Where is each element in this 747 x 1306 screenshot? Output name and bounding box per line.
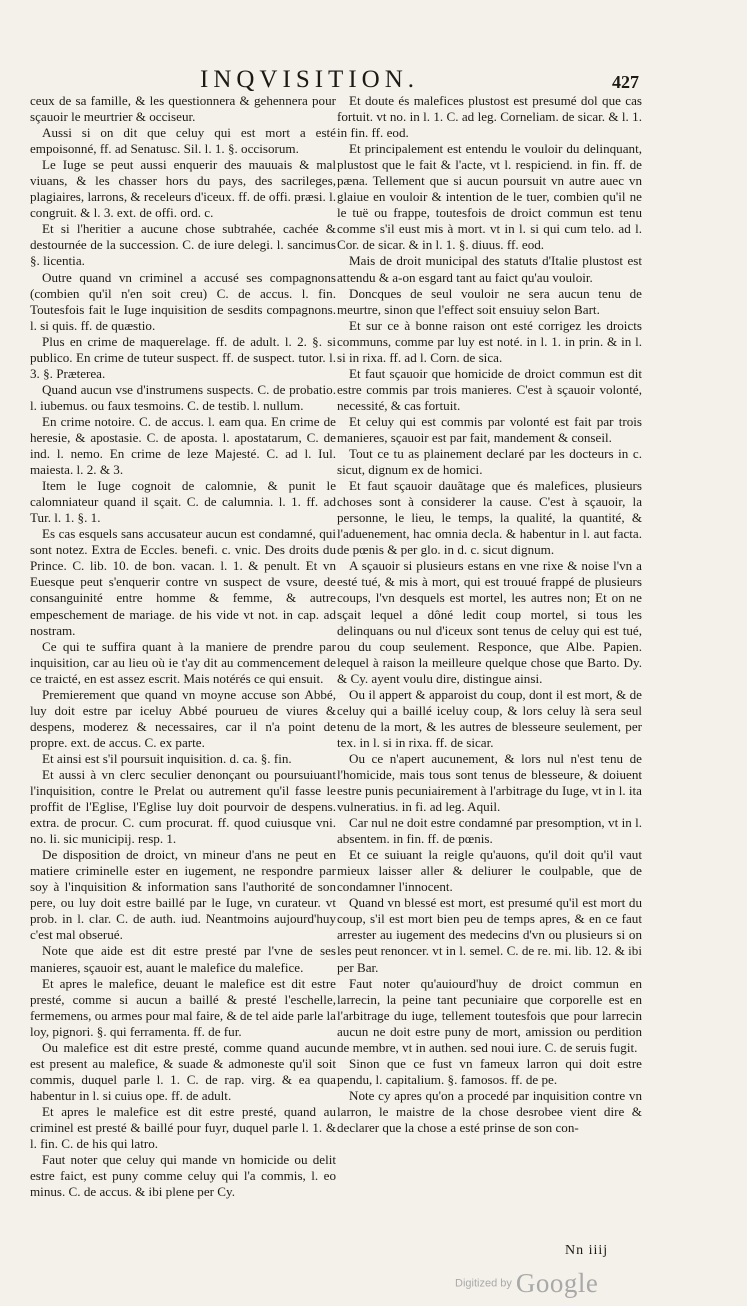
paragraph: Aussi si on dit que celuy qui est mort a esté empoisonné, ff. ad Senatusc. Sil. l. 1. §. occisorum.: [30, 125, 336, 157]
right-column: [337, 93, 642, 1233]
running-title: INQVISITION.: [200, 66, 419, 93]
digitized-watermark: [455, 1268, 598, 1298]
page-header: [0, 66, 747, 96]
paragraph: Es cas esquels sans accusateur aucun est condamné, qui sont notez. Extra de Eccles. benefi. c. vnic. Des droits du Prince. C. lib. 10. de bon. vacan. l. 1. & penult. Et vn Euesque peut s'enquerir contre vn suspect de vsure, de consanguinité entre homme & femme, & autre empeschement de mariage. de his vide vt not. in cap. ad nostram.: [30, 526, 336, 638]
paragraph: Et aussi à vn clerc seculier denonçant ou poursuiuant l'inquisition, contre le Prelat ou autrement qu'il fasse le proffit de l'Eglise, l'Eglise luy doit pourvoir de despens. extra. de procur. C. cum procurat. ff. quod cuiusque vni. no. li. sic municipij. resp. 1.: [30, 766, 336, 847]
digitized-by-label: Digitized by: [455, 1277, 512, 1290]
paragraph: De disposition de droict, vn mineur d'ans ne peut en matiere criminelle ester en iugement, ne respondre par soy à l'inquisition & information sans l'authorité de son pere, ou luy doit estre baillé par le Iuge, vn curateur. vt prob. in l. clar. C. de auth. iud. Neantmoins aujourd'huy c'est mal obserué.: [30, 847, 336, 943]
paragraph: Et ainsi est s'il poursuit inquisition. d. ca. §. fin.: [42, 750, 292, 766]
paragraph: Ce qui te suffira quant à la maniere de prendre par inquisition, car au lieu où ie t'ay dit au commencement de ce traicté, en est assez escrit. Mais notérés ce qui ensuit.: [30, 638, 336, 686]
google-logo: Google: [515, 1268, 599, 1298]
signature-mark: Nn iiij: [565, 1243, 609, 1258]
paragraph: Tout ce tu as plainement declaré par les docteurs in c. sicut, dignum ex de homici.: [337, 446, 642, 478]
paragraph: Note cy apres qu'on a procedé par inquisition contre vn larron, le maistre de la chose desrobee vient dire & declarer que la chose a esté prinse de son con-: [337, 1087, 642, 1135]
paragraph: Sinon que ce fust vn fameux larron qui doit estre pendu, l. capitalium. §. famosos. ff. de pe.: [337, 1055, 642, 1087]
paragraph: Et faut sçauoir dauãtage que és malefices, plusieurs choses sont à considerer la cause. C'est à sçauoir, la personne, le lieu, le temps, la qualité, la quantité, & l'aduenement, hac omnia decla. & habentur in l. aut facta. de pœnis & per glo. in d. c. sicut dignum.: [337, 478, 642, 558]
paragraph: Le Iuge se peut aussi enquerir des mauuais & mal viuans, & les chasser hors du pays, des sacrileges, plagiaires, larrons, & receleurs d'iceux. ff. de offi. præsi. l. congruit. & l. 3. ext. de offi. ord. c.: [30, 157, 336, 221]
paragraph: Et principalement est entendu le vouloir du delinquant, plustost que le fait & l'acte, vt l. respiciend. in fin. ff. de pæna. Tellement que si aucun poursuit vn autre auec vn glaiue en vouloir & intention de le tuer, combien qu'il ne le tuë ou frappe, toutesfois de droict commun est tenu comme s'il eust mis à mort. vt in l. si qui cum telo. ad l. Cor. de sicar. & in l. 1. §. diuus. ff. eod.: [337, 141, 642, 253]
paragraph: Faut noter que celuy qui mande vn homicide ou delit estre faict, est puny comme celuy qui l'a commis, l. eo minus. C. de accus. & ibi plene per Cy.: [30, 1152, 336, 1200]
paragraph: Car nul ne doit estre condamné par presomption, vt in l. absentem. in fin. ff. de pœnis.: [337, 815, 642, 847]
left-column: [30, 93, 336, 1233]
paragraph: Quand aucun vse d'instrumens suspects. C. de probatio. l. iubemus. ou faux tesmoins. C. de testib. l. nullum.: [30, 381, 336, 413]
paragraph: Ou ce n'apert aucunement, & lors nul n'est tenu de l'homicide, mais tous sont tenus de blesseure, & doiuent estre punis pecuniairement à l'arbitrage du Iuge, vt in l. ita vulneratius. in fi. ad leg. Aquil.: [337, 750, 642, 815]
paragraph: A sçauoir si plusieurs estans en vne rixe & noise l'vn a esté tué, & mis à mort, qui est trouué frappé de plusieurs coups, l'vn desquels est mortel, les autres non; Et on ne sçait lequel a dôné ledit coup mortel, si tous les delinquans ou nul d'iceux sont tenus de celuy qui est tué, ou du coup seulement. Responce, que Albe. Papien. lequel à raison la meilleure quelque chose que Barto. Dy. & Cy. ayent voulu dire, distingue ainsi.: [337, 558, 642, 686]
paragraph: Item le Iuge cognoit de calomnie, & punit le calomniateur quand il sçait. C. de calumnia. l. 1. ff. ad Tur. l. 1. §. 1.: [30, 478, 336, 526]
paragraph: Mais de droit municipal des statuts d'Italie plustost est attendu & a-on esgard tant au faict qu'au vouloir.: [337, 253, 642, 285]
paragraph: Ou il appert & apparoist du coup, dont il est mort, & de celuy qui a baillé iceluy coup, & lors celuy là sera seul tenu de la mort, & les autres de blesseure seulement, per tex. in l. si in rixa. ff. de sicar.: [337, 686, 642, 750]
paragraph: Et apres le malefice, deuant le malefice est dit estre presté, comme si aucun a baillé & presté l'eschelle, fermemens, ou armes pour mal faire, & de tel aide parle la loy, pignori. §. qui ferramenta. ff. de fur.: [30, 975, 336, 1039]
paragraph: Et sur ce à bonne raison ont esté corrigez les droicts communs, comme par luy est noté. in l. 1. in prin. & in l. si in rixa. ff. ad l. Corn. de sica.: [337, 317, 642, 365]
paragraph: Outre quand vn criminel a accusé ses compagnons (combien qu'il n'en soit creu) C. de accus. l. fin. Toutesfois fait le Iuge inquisition de sesdits compagnons. l. si quis. ff. de quæstio.: [30, 269, 336, 333]
paragraph: Faut noter qu'auiourd'huy de droict commun en larrecin, la peine tant pecuniaire que corporelle est en l'arbitrage du iuge, tellement toutesfois que pour larrecin aucun ne doit estre puny de mort, amission ou perdition de membre, vt in authen. sed noui iure. C. de seruis fugit.: [337, 975, 642, 1055]
paragraph: Quand vn blessé est mort, est presumé qu'il est mort du coup, s'il est mort bien peu de temps apres, & en ce faut arrester au iugement des medecins d'vn ou plusieurs si on les peut renoncer. vt in l. semel. C. de re. mi. lib. 12. & ibi per Bar.: [337, 895, 642, 975]
paragraph: Et si l'heritier a aucune chose subtrahée, cachée & destournée de la succession. C. de iure delegi. l. sancimus §. licentia.: [30, 221, 336, 269]
paragraph: Et apres le malefice est dit estre presté, quand au criminel est presté & baillé pour fuyr, duquel parle l. 1. & l. fin. C. de his qui latro.: [30, 1103, 336, 1152]
paragraph: En crime notoire. C. de accus. l. eam qua. En crime de heresie, & apostasie. C. de aposta. l. apostatarum, C. de ind. l. nemo. En crime de leze Majesté. C. ad l. Iul. maiesta. l. 2. & 3.: [30, 413, 336, 478]
paragraph: Doncques de seul vouloir ne sera aucun tenu de meurtre, sinon que l'effect soit ensuiuy selon Bart.: [337, 285, 642, 317]
paragraph: Et faut sçauoir que homicide de droict commun est dit estre commis par trois manieres. C'est à sçauoir volonté, necessité, & cas fortuit.: [337, 365, 642, 413]
paragraph: Premierement que quand vn moyne accuse son Abbé, luy doit estre par iceluy Abbé pourueu de viures & despens, moderez & necessaires, car il n'a point de propre. ext. de accus. C. ex parte.: [30, 686, 336, 750]
paragraph: Et celuy qui est commis par volonté est fait par trois manieres, sçauoir est par fait, mandement & conseil.: [337, 413, 642, 445]
paragraph: Plus en crime de maquerelage. ff. de adult. l. 2. §. si publico. En crime de tuteur suspect. ff. de suspect. tutor. l. 3. §. Præterea.: [30, 333, 336, 381]
paragraph: Note que aide est dit estre presté par l'vne de ses manieres, sçauoir est, auant le malefice du malefice.: [30, 943, 336, 975]
paragraph: ceux de sa famille, & les questionnera & gehennera pour sçauoir le meurtrier & occiseur.: [30, 93, 336, 125]
paragraph: Et ce suiuant la reigle qu'auons, qu'il doit qu'il vaut mieux laisser aller & deliurer le coulpable, que de condamner l'innocent.: [337, 847, 642, 895]
paragraph: Et doute és malefices plustost est presumé dol que cas fortuit. vt no. in l. 1. C. ad leg. Corneliam. de sicar. & l. 1. in fin. ff. eod.: [337, 93, 642, 141]
page-number: 427: [612, 72, 639, 92]
paragraph: Ou malefice est dit estre presté, comme quand aucun est present au malefice, & suade & admoneste qu'il soit commis, duquel parle l. 1. C. de rap. virg. & ea qua habentur in l. si cuius ope. ff. de adult.: [30, 1039, 336, 1103]
